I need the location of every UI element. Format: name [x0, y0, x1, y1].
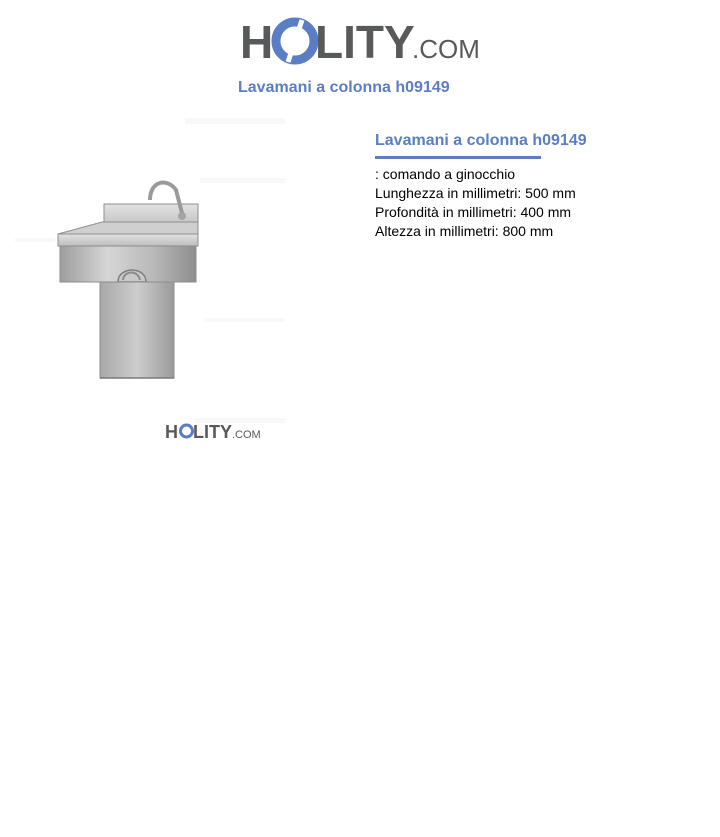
product-title: Lavamani a colonna h09149 — [375, 132, 587, 149]
spec-height: Altezza in millimetri: 800 mm — [375, 223, 554, 239]
spec-control: : comando a ginocchio — [375, 166, 516, 182]
watermark-letters-lity: LITY — [193, 422, 232, 442]
logo-letters-lity: LITY — [315, 16, 415, 68]
logo-o-icon — [276, 20, 314, 62]
watermark-domain: .COM — [232, 429, 261, 441]
title-underline — [375, 156, 541, 159]
hand-wash-basin-column-image — [0, 118, 300, 480]
holity-logo[interactable] — [240, 10, 480, 70]
logo-letter-h: H — [240, 16, 274, 68]
spec-length: Lunghezza in millimetri: 500 mm — [375, 185, 576, 201]
product-info — [375, 131, 705, 241]
logo-domain: .COM — [412, 34, 480, 64]
holity-watermark-logo — [165, 422, 261, 442]
spec-depth: Profondità in millimetri: 400 mm — [375, 204, 572, 220]
watermark-letter-h: H — [165, 422, 178, 442]
page-title: Lavamani a colonna h09149 — [238, 79, 450, 96]
